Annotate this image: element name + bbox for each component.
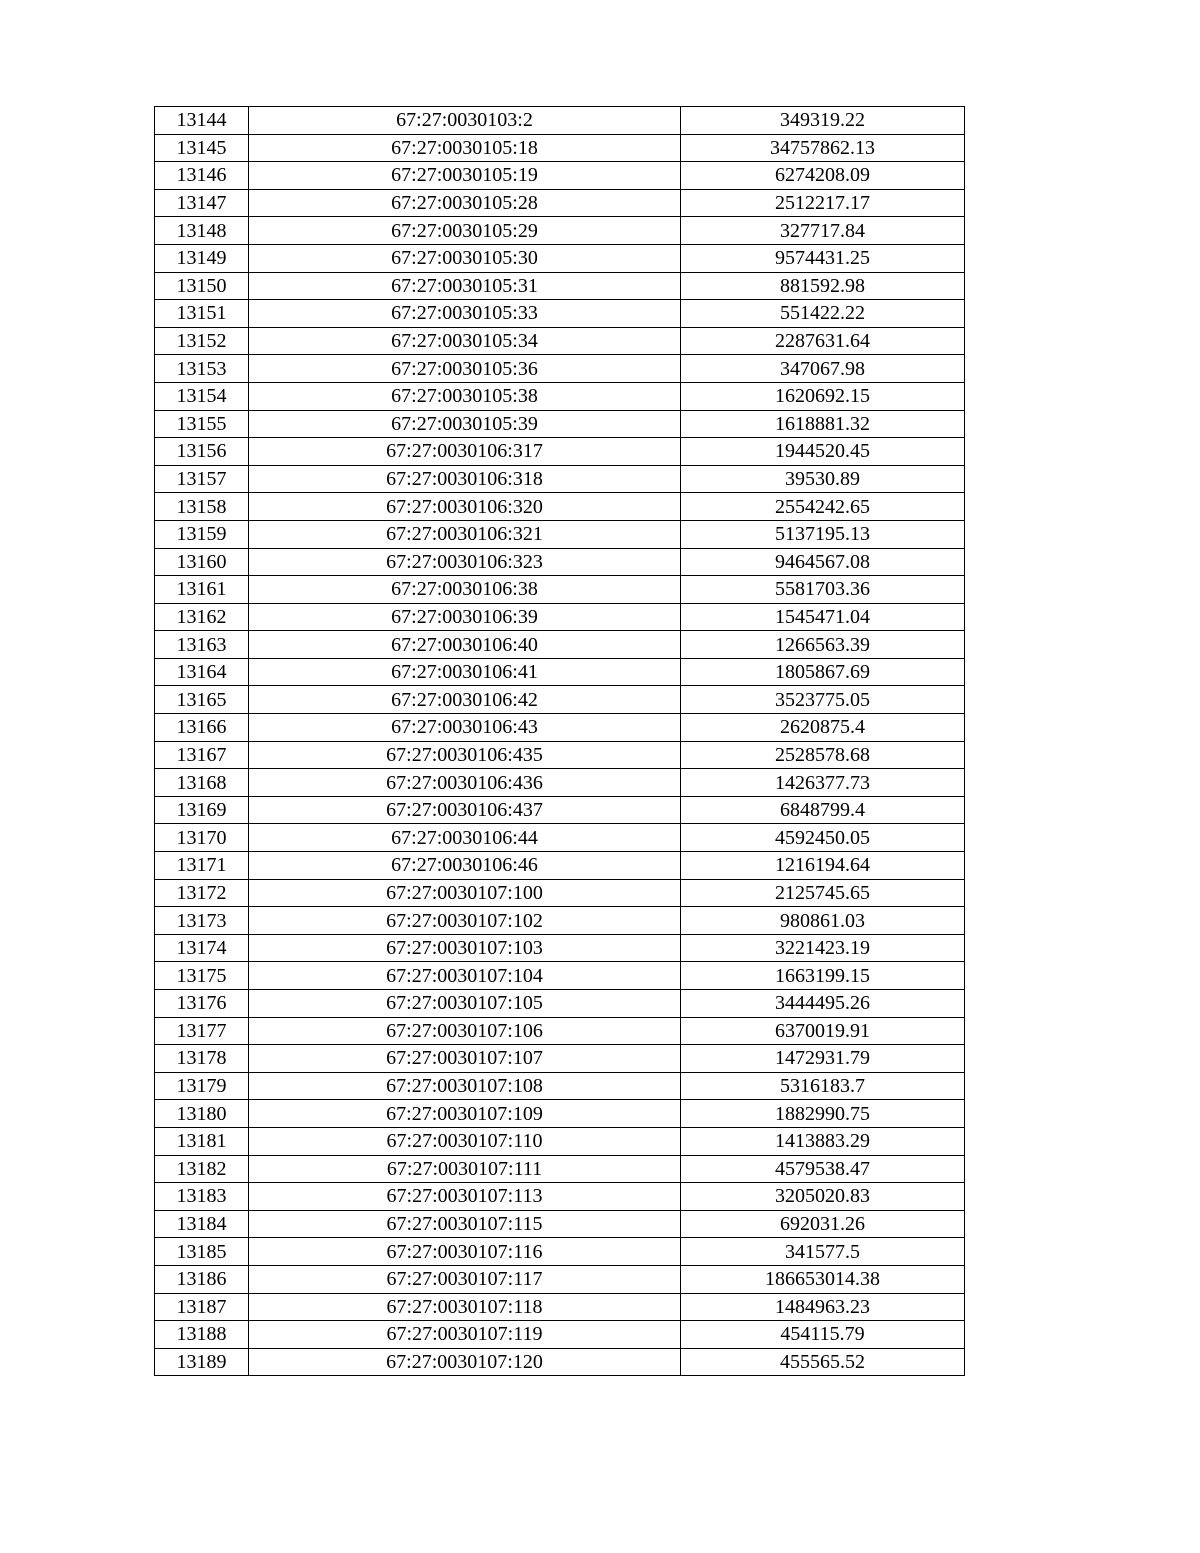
cadastral-number-cell: 67:27:0030105:29 bbox=[249, 217, 681, 245]
value-cell: 2287631.64 bbox=[681, 327, 965, 355]
value-cell: 2512217.17 bbox=[681, 189, 965, 217]
row-number-cell: 13147 bbox=[155, 189, 249, 217]
value-cell: 39530.89 bbox=[681, 465, 965, 493]
table-row bbox=[155, 300, 965, 328]
table-row bbox=[155, 1017, 965, 1045]
table-row bbox=[155, 686, 965, 714]
cadastral-number-cell: 67:27:0030106:318 bbox=[249, 465, 681, 493]
value-cell: 34757862.13 bbox=[681, 134, 965, 162]
table-row bbox=[155, 852, 965, 880]
table-row bbox=[155, 824, 965, 852]
row-number-cell: 13158 bbox=[155, 493, 249, 521]
value-cell: 4592450.05 bbox=[681, 824, 965, 852]
table-row bbox=[155, 1100, 965, 1128]
row-number-cell: 13183 bbox=[155, 1183, 249, 1211]
cadastral-number-cell: 67:27:0030106:320 bbox=[249, 493, 681, 521]
cadastral-number-cell: 67:27:0030105:30 bbox=[249, 244, 681, 272]
row-number-cell: 13185 bbox=[155, 1238, 249, 1266]
cadastral-number-cell: 67:27:0030107:113 bbox=[249, 1183, 681, 1211]
row-number-cell: 13168 bbox=[155, 769, 249, 797]
row-number-cell: 13178 bbox=[155, 1045, 249, 1073]
row-number-cell: 13180 bbox=[155, 1100, 249, 1128]
value-cell: 4579538.47 bbox=[681, 1155, 965, 1183]
table-row bbox=[155, 658, 965, 686]
table-row bbox=[155, 1321, 965, 1349]
value-cell: 1266563.39 bbox=[681, 631, 965, 659]
table-row bbox=[155, 1155, 965, 1183]
cadastral-number-cell: 67:27:0030106:38 bbox=[249, 576, 681, 604]
row-number-cell: 13184 bbox=[155, 1210, 249, 1238]
cadastral-number-cell: 67:27:0030107:116 bbox=[249, 1238, 681, 1266]
row-number-cell: 13171 bbox=[155, 852, 249, 880]
row-number-cell: 13189 bbox=[155, 1348, 249, 1376]
cadastral-number-cell: 67:27:0030106:44 bbox=[249, 824, 681, 852]
table-row bbox=[155, 134, 965, 162]
table-row bbox=[155, 493, 965, 521]
row-number-cell: 13163 bbox=[155, 631, 249, 659]
table-row bbox=[155, 244, 965, 272]
cadastral-number-cell: 67:27:0030106:321 bbox=[249, 520, 681, 548]
row-number-cell: 13148 bbox=[155, 217, 249, 245]
cadastral-number-cell: 67:27:0030106:39 bbox=[249, 603, 681, 631]
table-row bbox=[155, 990, 965, 1018]
row-number-cell: 13182 bbox=[155, 1155, 249, 1183]
value-cell: 551422.22 bbox=[681, 300, 965, 328]
value-cell: 1805867.69 bbox=[681, 658, 965, 686]
row-number-cell: 13151 bbox=[155, 300, 249, 328]
cadastral-number-cell: 67:27:0030107:119 bbox=[249, 1321, 681, 1349]
cadastral-number-cell: 67:27:0030105:19 bbox=[249, 162, 681, 190]
cadastral-number-cell: 67:27:0030107:107 bbox=[249, 1045, 681, 1073]
cadastral-number-cell: 67:27:0030107:103 bbox=[249, 934, 681, 962]
row-number-cell: 13146 bbox=[155, 162, 249, 190]
row-number-cell: 13162 bbox=[155, 603, 249, 631]
table-row bbox=[155, 962, 965, 990]
value-cell: 327717.84 bbox=[681, 217, 965, 245]
table-row bbox=[155, 1072, 965, 1100]
value-cell: 3221423.19 bbox=[681, 934, 965, 962]
value-cell: 1882990.75 bbox=[681, 1100, 965, 1128]
cadastral-number-cell: 67:27:0030107:118 bbox=[249, 1293, 681, 1321]
cadastral-number-cell: 67:27:0030107:111 bbox=[249, 1155, 681, 1183]
cadastral-number-cell: 67:27:0030106:42 bbox=[249, 686, 681, 714]
row-number-cell: 13170 bbox=[155, 824, 249, 852]
cadastral-number-cell: 67:27:0030106:46 bbox=[249, 852, 681, 880]
table-row bbox=[155, 907, 965, 935]
row-number-cell: 13144 bbox=[155, 107, 249, 135]
value-cell: 1484963.23 bbox=[681, 1293, 965, 1321]
cadastral-number-cell: 67:27:0030106:43 bbox=[249, 714, 681, 742]
row-number-cell: 13176 bbox=[155, 990, 249, 1018]
value-cell: 5316183.7 bbox=[681, 1072, 965, 1100]
cadastral-number-cell: 67:27:0030105:38 bbox=[249, 382, 681, 410]
row-number-cell: 13161 bbox=[155, 576, 249, 604]
table-row bbox=[155, 327, 965, 355]
cadastral-value-table bbox=[154, 106, 965, 1376]
value-cell: 1216194.64 bbox=[681, 852, 965, 880]
row-number-cell: 13177 bbox=[155, 1017, 249, 1045]
cadastral-number-cell: 67:27:0030107:106 bbox=[249, 1017, 681, 1045]
row-number-cell: 13164 bbox=[155, 658, 249, 686]
row-number-cell: 13166 bbox=[155, 714, 249, 742]
table-row bbox=[155, 603, 965, 631]
table-body bbox=[155, 107, 965, 1376]
value-cell: 1413883.29 bbox=[681, 1127, 965, 1155]
value-cell: 1944520.45 bbox=[681, 438, 965, 466]
table-row bbox=[155, 438, 965, 466]
table-row bbox=[155, 1045, 965, 1073]
row-number-cell: 13157 bbox=[155, 465, 249, 493]
row-number-cell: 13181 bbox=[155, 1127, 249, 1155]
table-row bbox=[155, 1183, 965, 1211]
value-cell: 1426377.73 bbox=[681, 769, 965, 797]
table-row bbox=[155, 1238, 965, 1266]
value-cell: 341577.5 bbox=[681, 1238, 965, 1266]
value-cell: 347067.98 bbox=[681, 355, 965, 383]
value-cell: 692031.26 bbox=[681, 1210, 965, 1238]
cadastral-number-cell: 67:27:0030107:104 bbox=[249, 962, 681, 990]
row-number-cell: 13155 bbox=[155, 410, 249, 438]
value-cell: 9574431.25 bbox=[681, 244, 965, 272]
cadastral-number-cell: 67:27:0030106:436 bbox=[249, 769, 681, 797]
value-cell: 9464567.08 bbox=[681, 548, 965, 576]
value-cell: 186653014.38 bbox=[681, 1265, 965, 1293]
row-number-cell: 13160 bbox=[155, 548, 249, 576]
row-number-cell: 13159 bbox=[155, 520, 249, 548]
row-number-cell: 13187 bbox=[155, 1293, 249, 1321]
row-number-cell: 13173 bbox=[155, 907, 249, 935]
table-row bbox=[155, 1127, 965, 1155]
row-number-cell: 13150 bbox=[155, 272, 249, 300]
cadastral-number-cell: 67:27:0030107:100 bbox=[249, 879, 681, 907]
cadastral-number-cell: 67:27:0030106:40 bbox=[249, 631, 681, 659]
cadastral-number-cell: 67:27:0030107:110 bbox=[249, 1127, 681, 1155]
table-row bbox=[155, 355, 965, 383]
table-row bbox=[155, 879, 965, 907]
cadastral-number-cell: 67:27:0030107:102 bbox=[249, 907, 681, 935]
cadastral-number-cell: 67:27:0030107:108 bbox=[249, 1072, 681, 1100]
table-row bbox=[155, 576, 965, 604]
value-cell: 5581703.36 bbox=[681, 576, 965, 604]
table-row bbox=[155, 769, 965, 797]
table-row bbox=[155, 1265, 965, 1293]
value-cell: 3205020.83 bbox=[681, 1183, 965, 1211]
row-number-cell: 13169 bbox=[155, 796, 249, 824]
table-row bbox=[155, 189, 965, 217]
row-number-cell: 13145 bbox=[155, 134, 249, 162]
value-cell: 454115.79 bbox=[681, 1321, 965, 1349]
table-row bbox=[155, 217, 965, 245]
cadastral-number-cell: 67:27:0030106:437 bbox=[249, 796, 681, 824]
cadastral-number-cell: 67:27:0030107:115 bbox=[249, 1210, 681, 1238]
table-row bbox=[155, 465, 965, 493]
value-cell: 1472931.79 bbox=[681, 1045, 965, 1073]
value-cell: 3444495.26 bbox=[681, 990, 965, 1018]
cadastral-number-cell: 67:27:0030105:33 bbox=[249, 300, 681, 328]
row-number-cell: 13188 bbox=[155, 1321, 249, 1349]
table-row bbox=[155, 272, 965, 300]
value-cell: 2125745.65 bbox=[681, 879, 965, 907]
table-row bbox=[155, 520, 965, 548]
cadastral-number-cell: 67:27:0030105:34 bbox=[249, 327, 681, 355]
row-number-cell: 13154 bbox=[155, 382, 249, 410]
value-cell: 980861.03 bbox=[681, 907, 965, 935]
value-cell: 455565.52 bbox=[681, 1348, 965, 1376]
value-cell: 5137195.13 bbox=[681, 520, 965, 548]
value-cell: 1663199.15 bbox=[681, 962, 965, 990]
row-number-cell: 13153 bbox=[155, 355, 249, 383]
cadastral-number-cell: 67:27:0030105:39 bbox=[249, 410, 681, 438]
table-row bbox=[155, 382, 965, 410]
table-row bbox=[155, 714, 965, 742]
value-cell: 6274208.09 bbox=[681, 162, 965, 190]
table-row bbox=[155, 741, 965, 769]
value-cell: 3523775.05 bbox=[681, 686, 965, 714]
value-cell: 1545471.04 bbox=[681, 603, 965, 631]
value-cell: 1620692.15 bbox=[681, 382, 965, 410]
value-cell: 1618881.32 bbox=[681, 410, 965, 438]
cadastral-number-cell: 67:27:0030105:28 bbox=[249, 189, 681, 217]
value-cell: 881592.98 bbox=[681, 272, 965, 300]
row-number-cell: 13172 bbox=[155, 879, 249, 907]
table-row bbox=[155, 631, 965, 659]
value-cell: 2620875.4 bbox=[681, 714, 965, 742]
value-cell: 2554242.65 bbox=[681, 493, 965, 521]
cadastral-number-cell: 67:27:0030105:31 bbox=[249, 272, 681, 300]
table-row bbox=[155, 107, 965, 135]
row-number-cell: 13152 bbox=[155, 327, 249, 355]
row-number-cell: 13175 bbox=[155, 962, 249, 990]
row-number-cell: 13149 bbox=[155, 244, 249, 272]
row-number-cell: 13165 bbox=[155, 686, 249, 714]
value-cell: 349319.22 bbox=[681, 107, 965, 135]
cadastral-number-cell: 67:27:0030106:317 bbox=[249, 438, 681, 466]
table-row bbox=[155, 548, 965, 576]
table-row bbox=[155, 796, 965, 824]
table-row bbox=[155, 1293, 965, 1321]
cadastral-number-cell: 67:27:0030107:117 bbox=[249, 1265, 681, 1293]
cadastral-number-cell: 67:27:0030103:2 bbox=[249, 107, 681, 135]
value-cell: 2528578.68 bbox=[681, 741, 965, 769]
table-row bbox=[155, 410, 965, 438]
cadastral-number-cell: 67:27:0030107:109 bbox=[249, 1100, 681, 1128]
cadastral-number-cell: 67:27:0030106:435 bbox=[249, 741, 681, 769]
cadastral-number-cell: 67:27:0030106:41 bbox=[249, 658, 681, 686]
table-row bbox=[155, 1348, 965, 1376]
cadastral-number-cell: 67:27:0030107:120 bbox=[249, 1348, 681, 1376]
row-number-cell: 13167 bbox=[155, 741, 249, 769]
table-row bbox=[155, 1210, 965, 1238]
value-cell: 6370019.91 bbox=[681, 1017, 965, 1045]
cadastral-number-cell: 67:27:0030107:105 bbox=[249, 990, 681, 1018]
row-number-cell: 13174 bbox=[155, 934, 249, 962]
table-row bbox=[155, 934, 965, 962]
row-number-cell: 13186 bbox=[155, 1265, 249, 1293]
cadastral-number-cell: 67:27:0030106:323 bbox=[249, 548, 681, 576]
cadastral-number-cell: 67:27:0030105:36 bbox=[249, 355, 681, 383]
cadastral-number-cell: 67:27:0030105:18 bbox=[249, 134, 681, 162]
table-row bbox=[155, 162, 965, 190]
row-number-cell: 13156 bbox=[155, 438, 249, 466]
row-number-cell: 13179 bbox=[155, 1072, 249, 1100]
value-cell: 6848799.4 bbox=[681, 796, 965, 824]
